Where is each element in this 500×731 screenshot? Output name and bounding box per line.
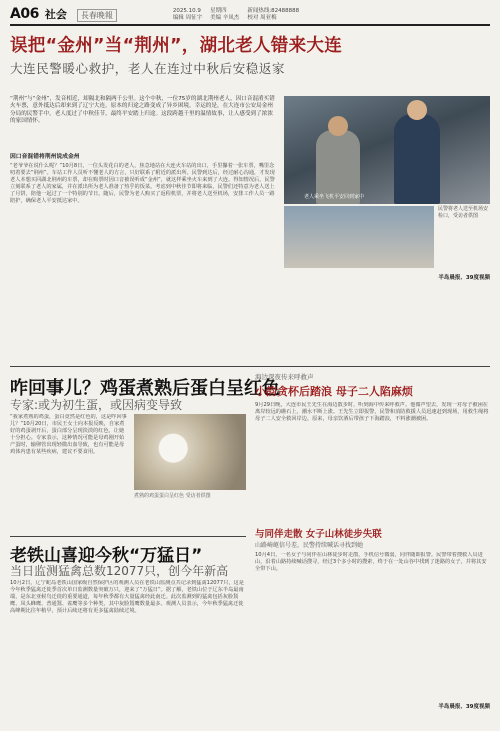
story3-headline: 老铁山喜迎今秋“万猛日” <box>10 546 203 566</box>
page-number: A06 <box>10 6 39 22</box>
right-byline: 半岛晨报、39度视频 <box>438 704 490 710</box>
story2-subhead: 专家:或为初生蛋，或因病变导致 <box>10 398 183 412</box>
story2-body <box>10 414 246 518</box>
story3-body <box>10 580 246 730</box>
boiled-egg-photo <box>134 414 246 490</box>
airport-photo <box>284 206 434 268</box>
right-kicker-1: 海边深夜传来呼救声 <box>255 373 314 381</box>
story1-byline: 半岛晨报、39度视频 <box>438 275 490 281</box>
story1-secondary-photo <box>284 206 490 268</box>
story3-text: 10月2日，辽宁蛇岛老铁山国家级自然保护区的观测人员在老铁山监测点共记录到猛禽12077只，这是今年秋季猛禽迁徙季首次单日监测数量突破万只，迎来了“万猛日”。据了解，老铁山位于辽东半岛最南端，是东北亚候鸟迁徙的重要通道，每年秋季都有大量猛禽经此南迁。此次监测到的猛禽包括灰脸鵟鹰、凤头蜂鹰、普通鵟、雀鹰等多个种类，其中灰脸鵟鹰数量最多。观测人员表示，今年秋季猛禽迁徙高峰期比往年稍早，预计后续还将有更多猛禽陆续过境。 <box>10 580 244 614</box>
right-text-1: 9月29日晚，大连市民王先生在海边散步时，听到海中传来呼救声。他循声望去，发现一对母子被困在离岸较远的礁石上，潮水不断上涨。王先生立即报警，民警和消防救援人员迅速赶到现场，用救生绳将母子二人安全救回岸边。原来，母亲饮酒后带孩子下海踏浪，不料涨潮被困。 <box>255 402 489 422</box>
section-name: 社会 <box>44 8 67 21</box>
news-hotline: 新闻热线:82488888 <box>247 8 300 14</box>
story2-headline: 咋回事儿？鸡蛋煮熟后蛋白呈红色 <box>10 378 280 399</box>
proof-credit: 校对 周亚梅 <box>247 15 277 21</box>
issue-weekday: 星期四 <box>210 8 227 14</box>
divider-rule <box>10 366 490 367</box>
editor-credit: 编辑 周征宇 <box>172 15 203 21</box>
right-column <box>255 372 490 710</box>
story1-lead: “荆州”与“金州”，发音相近，却隔北和隔两千公里。这个中秋，一位75岁的湖北荆州老人，因口音混淆买错火车票，意外抵达后却来到了辽宁大连。原本的归途之路变成了异乡困境，幸运的是，在大连市公安局金州分局的民警手中，老人度过了中秋佳节，最终平安踏上归途。这段跨越千里的温情故事，让人感受到了浓浓的家国情怀。 <box>10 96 275 125</box>
police-officer-figure <box>394 114 440 204</box>
right-kicker-2: 山路崎岖信号差，民警持续喊话寻找到她 <box>255 542 364 549</box>
right-text-2: 10月4日，一名女子与同伴在山林徒步时走散，手机信号微弱，同伴随即报警。民警带着搜救人员进山，沿着山路持续喊话搜寻，经过3个多小时的搜索，终于在一处山谷中找到了迷路的女子，并将其安全带下山。 <box>255 552 487 572</box>
story2-photo-caption: 煮熟的鸡蛋蛋白呈红色 受访者供图 <box>134 493 211 499</box>
story1-side-caption: 民警将老人送至机场安检口，受访者供图 <box>438 206 489 219</box>
designer-credit: 美编 辛凤杰 <box>210 15 240 21</box>
story2-text: “我家煮熟的鸡蛋，蛋白竟然是红色的，这是咋回事儿？”10月20日，市民王女士向本报反映，自家煮好的鸡蛋剥开后，蛋白部分呈现淡淡的红色，让她十分担心。专家表示，这种情况可能是母鸡刚开始产蛋时，输卵管出现轻微出血导致，也有可能是母鸡体内患有某些疾病，建议不要食用。 <box>10 414 127 455</box>
story1-photo <box>284 96 490 204</box>
issue-date: 2025.10.9 <box>172 8 201 14</box>
story1-headline: 误把“金州”当“荆州”，湖北老人错来大连 <box>10 36 343 56</box>
story1-body <box>10 96 490 281</box>
right-headline-2: 与同伴走散 女子山林徒步失联 <box>255 529 382 540</box>
story1-text: “老爷爷在说什么呢？”10月8日，一位头发花白的老人，焦急地站在大连火车站的出口，手里攥着一张车票，嘴里念叨着要去“荆州”。车站工作人员听不懂老人的方言，只好联系了附近的派出所。民警到达后，经过耐心沟通，才发现老人本想买回湖北荆州的车票，却在购票时因口音被误听成“金州”，就这样乘坐火车来到了大连。得知情况后，民警立刻联系了老人的家属，并在派出所为老人准备了热乎的饭菜。考虑到中秋佳节即将来临，民警们还特意为老人送上了月饼，陪他一起过了一个特别的节日。随后，民警为老人购买了返程机票，并将老人送至机场，安排工作人员一路陪护，确保老人平安抵达家中。 <box>10 163 275 204</box>
story1-section-title: 因口音混错将荆州说成金州 <box>10 154 80 160</box>
page-header <box>10 6 490 26</box>
story1-columns <box>10 152 278 280</box>
story1-photo-caption: 老人乘坐飞机平安回到家中 <box>304 194 365 200</box>
story1-subhead: 大连民警暖心救护，老人在连过中秋后安稳返家 <box>10 61 286 76</box>
header-meta <box>173 8 299 22</box>
story3-subhead: 当日监测猛禽总数12077只，创今年新高 <box>10 564 229 578</box>
right-headline-1: 小韵贪杯后踏浪 母子二人陷麻烦 <box>255 385 413 398</box>
divider-rule-2 <box>10 536 246 537</box>
masthead-logo: 長春晚報 <box>77 9 117 22</box>
